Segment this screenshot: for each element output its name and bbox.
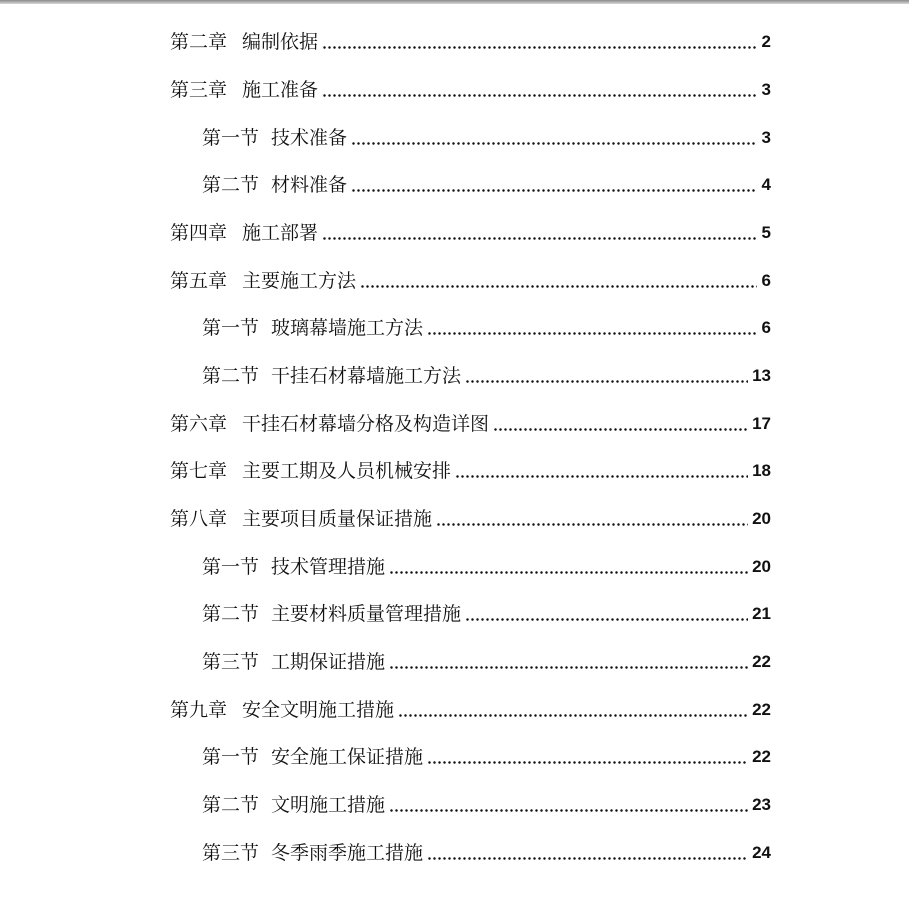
toc-entry[interactable] xyxy=(170,263,771,293)
toc-dot-leader xyxy=(436,523,748,526)
toc-entry[interactable] xyxy=(202,167,771,197)
toc-entry-title: 编制依据 xyxy=(242,31,319,53)
toc-entry-number: 第三章 xyxy=(170,79,228,101)
toc-entry-number: 第八章 xyxy=(170,508,228,530)
toc-entry-page: 3 xyxy=(761,80,771,99)
toc-entry-title: 施工部署 xyxy=(242,222,319,244)
toc-entry-number: 第九章 xyxy=(170,699,228,721)
toc-entry-page: 17 xyxy=(752,414,771,433)
toc-entry[interactable] xyxy=(202,549,771,579)
toc-entry-title: 干挂石材幕墙施工方法 xyxy=(271,365,462,387)
toc-entry-number: 第七章 xyxy=(170,460,228,482)
toc-entry-number: 第二节 xyxy=(202,174,260,196)
toc-entry-page: 4 xyxy=(761,175,771,194)
toc-entry-title: 主要项目质量保证措施 xyxy=(242,508,433,530)
toc-entry-number: 第一节 xyxy=(202,317,260,339)
toc-entry-page: 22 xyxy=(752,700,771,719)
toc-entry-number: 第一节 xyxy=(202,746,260,768)
toc-entry-page: 3 xyxy=(761,128,771,147)
toc-dot-leader xyxy=(322,237,757,240)
toc-entry-number: 第五章 xyxy=(170,270,228,292)
toc-entry-title: 干挂石材幕墙分格及构造详图 xyxy=(242,413,490,435)
toc-entry[interactable] xyxy=(202,644,771,674)
toc-entry[interactable] xyxy=(170,501,771,531)
toc-entry[interactable] xyxy=(170,453,771,483)
toc-dot-leader xyxy=(389,571,748,574)
toc-entry-title: 安全文明施工措施 xyxy=(242,699,395,721)
toc-entry-number: 第二节 xyxy=(202,365,260,387)
toc-entry-page: 6 xyxy=(761,271,771,290)
toc-entry-title: 工期保证措施 xyxy=(271,651,386,673)
toc-entry-number: 第二节 xyxy=(202,603,260,625)
toc-entry[interactable] xyxy=(202,739,771,769)
toc-entry[interactable] xyxy=(202,787,771,817)
toc-dot-leader xyxy=(398,714,748,717)
toc-entry-number: 第一节 xyxy=(202,127,260,149)
toc-entry-title: 主要工期及人员机械安排 xyxy=(242,460,452,482)
toc-entry-page: 18 xyxy=(752,461,771,480)
toc-entry-title: 技术准备 xyxy=(271,127,348,149)
toc-entry-number: 第一节 xyxy=(202,556,260,578)
toc-entry-page: 22 xyxy=(752,652,771,671)
toc-dot-leader xyxy=(389,809,748,812)
toc-dot-leader xyxy=(493,428,748,431)
toc-entry[interactable] xyxy=(170,215,771,245)
toc-dot-leader xyxy=(322,46,757,49)
toc-entry[interactable] xyxy=(202,358,771,388)
toc-entry-page: 21 xyxy=(752,604,771,623)
toc-entry-title: 技术管理措施 xyxy=(271,556,386,578)
toc-dot-leader xyxy=(465,618,748,621)
toc-entry-number: 第二节 xyxy=(202,794,260,816)
toc-entry-number: 第六章 xyxy=(170,413,228,435)
toc-entry[interactable] xyxy=(170,24,771,54)
toc-entry-page: 6 xyxy=(761,318,771,337)
toc-entry-page: 23 xyxy=(752,795,771,814)
toc-entry-number: 第三节 xyxy=(202,842,260,864)
toc-entry-title: 安全施工保证措施 xyxy=(271,746,424,768)
toc-entry-page: 20 xyxy=(752,509,771,528)
toc-dot-leader xyxy=(427,332,757,335)
toc-entry[interactable] xyxy=(170,72,771,102)
page-top-border xyxy=(0,0,909,4)
toc-entry-title: 文明施工措施 xyxy=(271,794,386,816)
toc-entry-page: 20 xyxy=(752,557,771,576)
toc-entry-number: 第三节 xyxy=(202,651,260,673)
toc-entry[interactable] xyxy=(202,120,771,150)
toc-dot-leader xyxy=(427,857,748,860)
toc-dot-leader xyxy=(360,285,757,288)
toc-dot-leader xyxy=(427,761,748,764)
toc-entry[interactable] xyxy=(170,406,771,436)
toc-entry[interactable] xyxy=(170,692,771,722)
toc-entry-title: 冬季雨季施工措施 xyxy=(271,842,424,864)
toc-entry-number: 第二章 xyxy=(170,31,228,53)
toc-dot-leader xyxy=(351,189,757,192)
toc-entry-title: 玻璃幕墙施工方法 xyxy=(271,317,424,339)
toc-entry-page: 22 xyxy=(752,747,771,766)
toc-entry-number: 第四章 xyxy=(170,222,228,244)
toc-entry[interactable] xyxy=(202,310,771,340)
toc-entry-page: 2 xyxy=(761,32,771,51)
toc-dot-leader xyxy=(389,666,748,669)
toc-dot-leader xyxy=(465,380,748,383)
toc-entry-title: 主要施工方法 xyxy=(242,270,357,292)
toc-entry-page: 5 xyxy=(761,223,771,242)
toc-entry-title: 主要材料质量管理措施 xyxy=(271,603,462,625)
toc-entry-title: 施工准备 xyxy=(242,79,319,101)
toc-dot-leader xyxy=(351,142,757,145)
toc-entry[interactable] xyxy=(202,596,771,626)
toc-entry-page: 24 xyxy=(752,843,771,862)
toc-dot-leader xyxy=(455,475,748,478)
toc-entry[interactable] xyxy=(202,835,771,865)
toc-entry-title: 材料准备 xyxy=(271,174,348,196)
toc-entry-page: 13 xyxy=(752,366,771,385)
toc-dot-leader xyxy=(322,94,757,97)
